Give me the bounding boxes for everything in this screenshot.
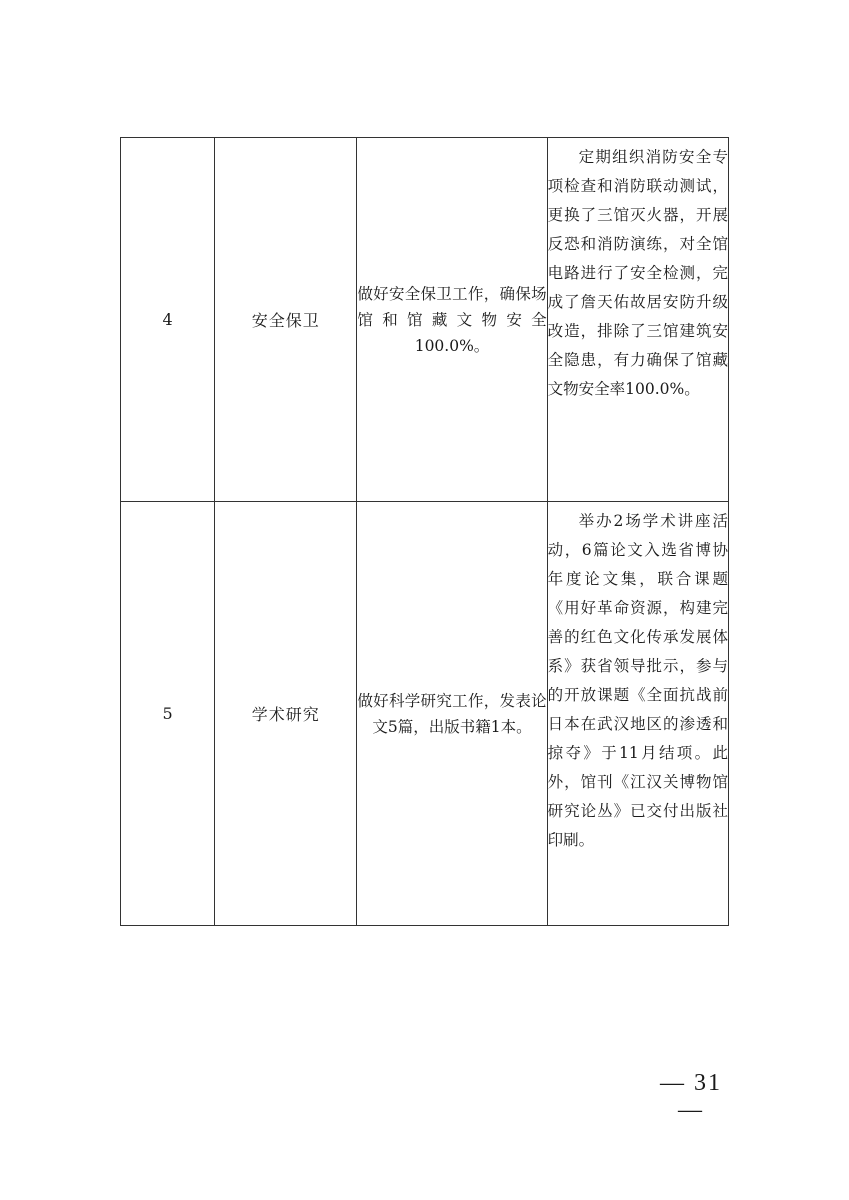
table-row xyxy=(121,138,729,502)
performance-table xyxy=(120,137,729,926)
row-index: 4 xyxy=(121,138,215,502)
row-item: 学术研究 xyxy=(215,502,357,926)
row-completion: 定期组织消防安全专项检查和消防联动测试，更换了三馆灭火器，开展反恐和消防演练，对全馆电路进行了安全检测，完成了詹天佑故居安防升级改造，排除了三馆建筑安全隐患，有力确保了馆藏文物安全率100.0%。 xyxy=(547,138,728,502)
row-index: 5 xyxy=(121,502,215,926)
row-completion: 举办2场学术讲座活动，6篇论文入选省博协年度论文集，联合课题《用好革命资源，构建完善的红色文化传承发展体系》获省领导批示，参与的开放课题《全面抗战前日本在武汉地区的渗透和掠夺》于11月结项。此外，馆刊《江汉关博物馆研究论丛》已交付出版社印刷。 xyxy=(547,502,728,926)
table-row xyxy=(121,502,729,926)
row-target: 做好安全保卫工作，确保场馆和馆藏文物安全100.0%。 xyxy=(357,138,547,502)
row-target: 做好科学研究工作，发表论文5篇，出版书籍1本。 xyxy=(357,502,547,926)
page-number: — 31 — xyxy=(660,1070,722,1123)
row-item: 安全保卫 xyxy=(215,138,357,502)
